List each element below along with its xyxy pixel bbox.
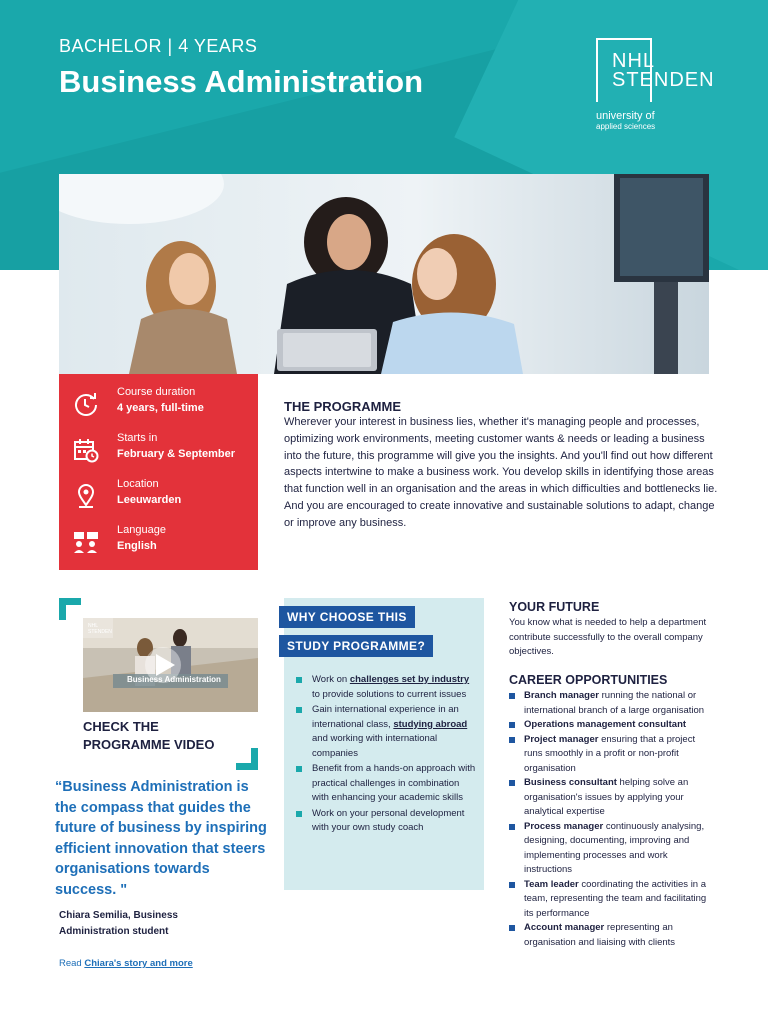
student-quote: “Business Administration is the compass that guides the future of business by inspiring efficient innovation that steers organisations towards success. " — [55, 779, 267, 898]
programme-heading: THE PROGRAMME — [284, 399, 401, 414]
fact-label: Starts in — [117, 432, 158, 444]
video-heading[interactable] — [83, 718, 214, 754]
career-role: Business consultant — [524, 777, 617, 788]
career-desc: continuously analysing, designing, documenting, improving and implementing processes and work instructions — [524, 820, 705, 875]
future-text: You know what is needed to help a department contribute successfully to the overall company objectives. — [509, 617, 707, 657]
career-item — [509, 921, 714, 950]
list-item — [296, 807, 476, 836]
programme-text: Wherever your interest in business lies, whether it's managing people and processes, optimizing work environments, meeting customer wants & needs or leading a business into the future, this programme will give you the insights. And you'll find out how different aspects intertwine to make a business work. You develop skills in identifying those areas that function well in an organisation and the areas in which difficulties and bottlenecks lie. And you are encouraged to create innovative and sustainable solutions to adapt, change or improve any business. — [284, 416, 718, 529]
page-title: Business Administration — [59, 64, 424, 99]
fact-language — [59, 524, 258, 570]
logo-text-nhl: NHL — [612, 50, 656, 72]
fact-course-duration — [59, 386, 258, 432]
career-desc: helping solve an organisation's issues by applying your analytical expertise — [524, 777, 689, 817]
item-text: to provide solutions to current issues — [312, 688, 467, 700]
item-text: and working with international companies — [312, 733, 438, 759]
career-role: Process manager — [524, 820, 604, 832]
calendar-icon — [73, 437, 99, 463]
fact-label: Language — [117, 524, 166, 536]
video-heading-line: PROGRAMME VIDEO — [83, 737, 215, 752]
career-desc: representing an organisation and liaising with clients — [524, 922, 676, 948]
thumbnail-logo — [88, 623, 112, 635]
list-item — [296, 762, 476, 806]
career-item — [509, 718, 714, 733]
read-more — [59, 958, 193, 969]
career-item — [509, 689, 714, 718]
fact-label: Location — [117, 478, 159, 490]
item-text: Gain international experience in an international class, — [312, 704, 459, 730]
programme-video-thumbnail[interactable] — [83, 618, 258, 712]
career-item — [509, 820, 714, 878]
why-choose-heading-line2: STUDY PROGRAMME? — [279, 635, 433, 657]
fact-location — [59, 478, 258, 524]
logo-text-stenden: STENDEN — [612, 69, 715, 91]
corner-bracket — [59, 598, 81, 620]
student-story-link[interactable]: Chiara's story and more — [84, 958, 193, 969]
item-text: Benefit from a hands-on approach with practical challenges in combination with enhancing your academic skills — [312, 763, 476, 803]
studying-abroad-link[interactable]: studying abroad — [393, 718, 468, 730]
career-item — [509, 878, 714, 922]
students-photo — [59, 174, 709, 374]
future-heading: YOUR FUTURE — [509, 600, 600, 614]
fact-value: 4 years, full-time — [117, 402, 204, 414]
career-role: Account manager — [524, 922, 605, 933]
quote-author-line: Chiara Semilia, Business — [59, 910, 178, 921]
clock-icon — [73, 391, 99, 417]
logo-subtitle-1: university of — [596, 110, 655, 122]
career-desc: ensuring that a project runs smoothly in a profit or non-profit organisation — [524, 733, 696, 774]
career-item — [509, 776, 714, 820]
industry-challenges-link[interactable]: challenges set by industry — [349, 674, 470, 685]
quote-author — [59, 908, 178, 940]
logo-subtitle-2: applied sciences — [596, 122, 656, 131]
course-facts-panel — [59, 374, 258, 570]
fact-value: February & September — [117, 448, 235, 460]
quote-author-line: Administration student — [59, 926, 169, 937]
career-role: Operations management consultant — [524, 719, 687, 730]
thumbnail-logo-line: STENDEN — [88, 629, 112, 635]
language-icon — [73, 529, 99, 555]
fact-label: Course duration — [117, 386, 196, 398]
fact-value: Leeuwarden — [117, 494, 182, 506]
read-more-prefix: Read — [59, 958, 85, 969]
list-item — [296, 673, 476, 702]
list-item — [296, 703, 476, 761]
location-pin-icon — [73, 483, 99, 509]
thumbnail-caption: Business Administration — [127, 675, 221, 684]
fact-value: English — [117, 540, 157, 552]
career-role: Project manager — [524, 733, 599, 745]
career-heading: CAREER OPPORTUNITIES — [509, 673, 668, 687]
career-role: Team leader — [524, 878, 579, 890]
why-choose-list — [296, 673, 476, 837]
why-choose-heading-line1: WHY CHOOSE THIS — [279, 606, 415, 628]
corner-bracket — [236, 748, 258, 770]
career-role: Branch manager — [524, 690, 599, 701]
nhl-stenden-logo[interactable] — [596, 38, 726, 138]
career-desc: running the national or international branch of a large organisation — [524, 690, 705, 716]
fact-starts-in — [59, 432, 258, 478]
item-text: Work on — [312, 674, 350, 685]
students-photo-illustration — [59, 174, 709, 374]
career-desc: coordinating the activities in a team, representing the team and facilitating its performance — [524, 878, 707, 919]
item-text: Work on your personal development with your own study coach — [312, 807, 465, 833]
degree-eyebrow: BACHELOR | 4 YEARS — [59, 36, 258, 56]
thumbnail-logo-line: NHL — [88, 623, 99, 629]
video-heading-line: CHECK THE — [83, 719, 159, 734]
career-item — [509, 733, 714, 777]
career-list — [509, 689, 714, 950]
